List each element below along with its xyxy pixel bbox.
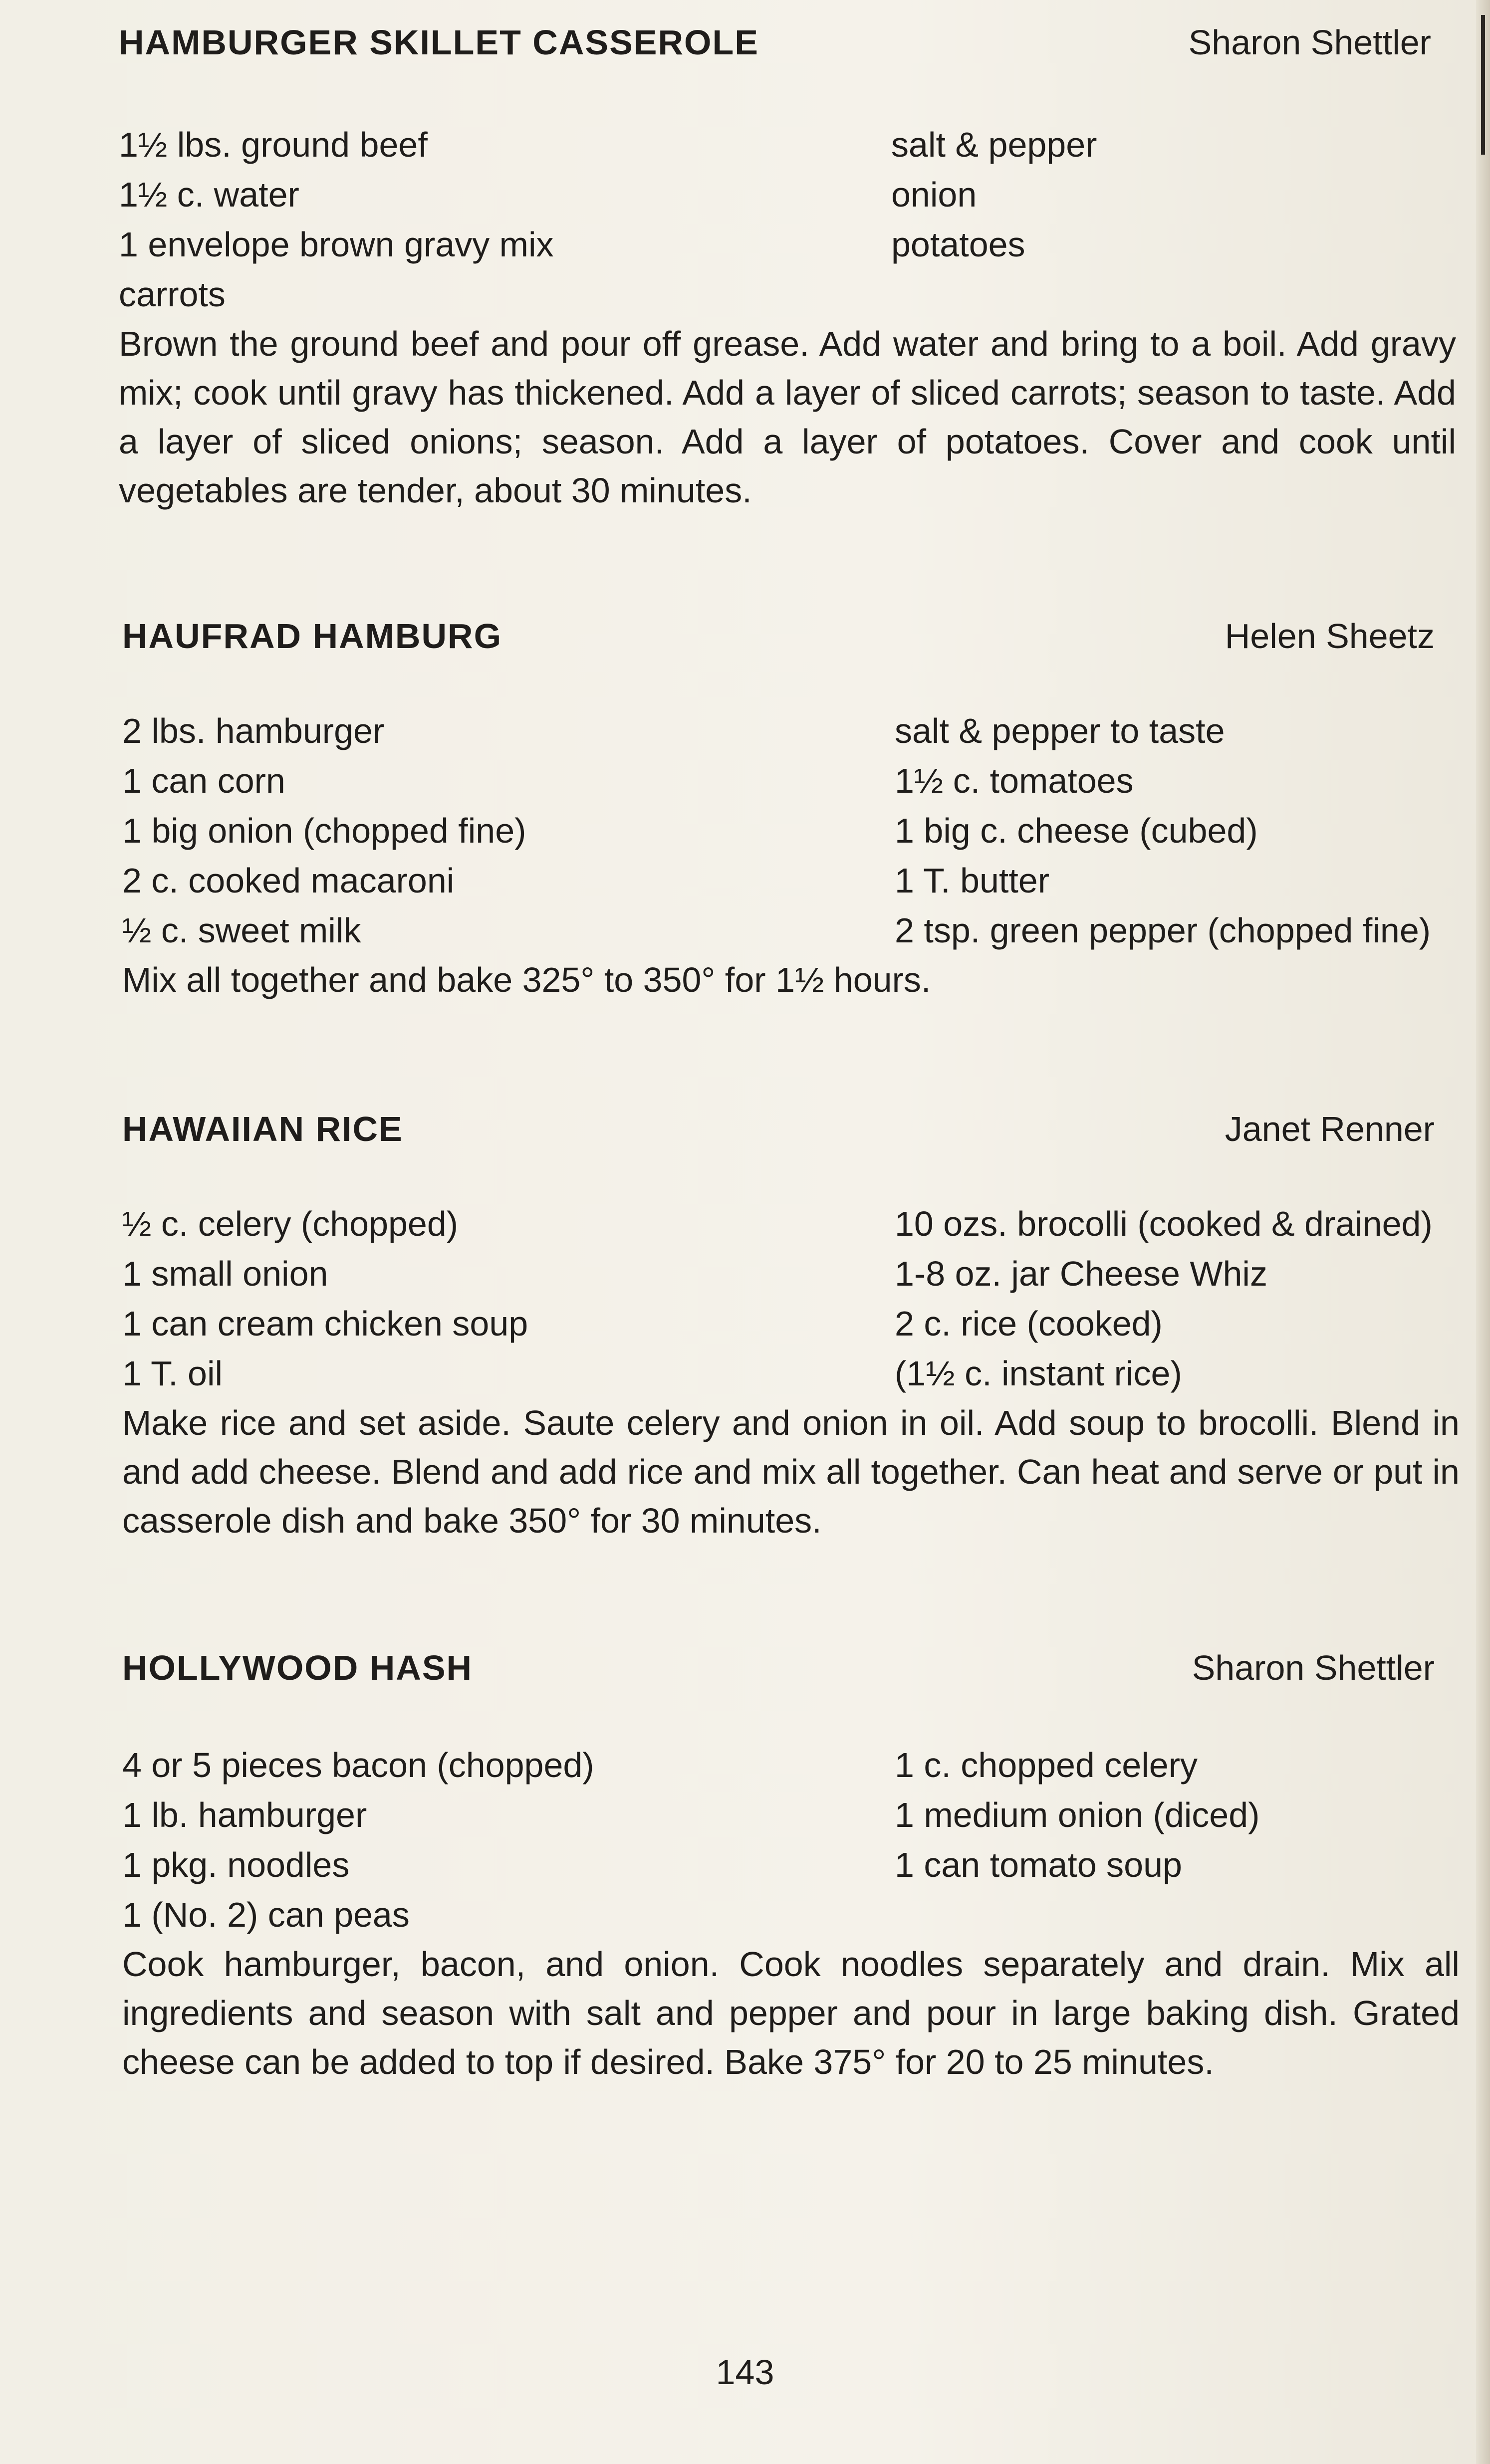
recipe-header bbox=[119, 17, 1466, 72]
ingredient: 1½ c. tomatoes bbox=[895, 761, 1134, 800]
recipe-header bbox=[122, 1643, 1470, 1698]
recipe-author: Helen Sheetz bbox=[1225, 617, 1435, 656]
page-edge bbox=[1476, 0, 1490, 2464]
ingredient: 1 can corn bbox=[122, 761, 285, 800]
ingredient: 2 c. cooked macaroni bbox=[122, 861, 455, 900]
ingredient: 1 small onion bbox=[122, 1254, 328, 1293]
recipe-haufrad-hamburg bbox=[122, 611, 1470, 1004]
ingredient: onion bbox=[891, 175, 977, 214]
ingredient: 1 lb. hamburger bbox=[122, 1795, 367, 1834]
ingredient: (1½ c. instant rice) bbox=[895, 1354, 1182, 1393]
recipe-hamburger-skillet-casserole bbox=[119, 17, 1466, 515]
ingredient-list bbox=[122, 706, 1470, 955]
ingredient: 1 big c. cheese (cubed) bbox=[895, 811, 1258, 850]
ingredient: 1½ c. water bbox=[119, 175, 299, 214]
ingredient: 2 c. rice (cooked) bbox=[895, 1304, 1163, 1343]
recipe-header bbox=[122, 611, 1470, 666]
recipe-directions: Brown the ground beef and pour off grease. Add water and bring to a boil. Add gravy mix; cook until gravy has thickened. Add a layer of sliced carrots; season to taste. Add a layer of sliced onions; season. Add a layer of potatoes. Cover and cook until vegetables are tender, about 30 minutes. bbox=[119, 324, 1456, 510]
ingredient-list bbox=[122, 1199, 1470, 1398]
recipe-directions: Cook hamburger, bacon, and onion. Cook noodles separately and drain. Mix all ingredients and season with salt and pepper and pour in large baking dish. Grated cheese can be added to top if desired. Bake 375° for 20 to 25 minutes. bbox=[122, 1945, 1460, 2081]
ingredient-column-right bbox=[895, 1740, 1259, 1890]
ingredient: 2 tsp. green pepper (chopped fine) bbox=[895, 911, 1431, 950]
recipe-directions: Make rice and set aside. Saute celery and onion in oil. Add soup to brocolli. Blend in and add cheese. Blend and add rice and mix all together. Can heat and serve or put in casserole dish and bake 350° for 30 minutes. bbox=[122, 1403, 1460, 1540]
recipe-header bbox=[122, 1104, 1470, 1159]
ingredient: 1 c. chopped celery bbox=[895, 1746, 1198, 1785]
binding-mark bbox=[1481, 15, 1485, 155]
ingredient: potatoes bbox=[891, 225, 1025, 264]
ingredient: 1 medium onion (diced) bbox=[895, 1795, 1260, 1834]
ingredient: 2 lbs. hamburger bbox=[122, 711, 385, 750]
ingredient-column-right bbox=[891, 120, 1097, 269]
ingredient-column-left bbox=[119, 120, 554, 269]
ingredient-list bbox=[119, 120, 1466, 269]
ingredient: 1 big onion (chopped fine) bbox=[122, 811, 526, 850]
ingredient: carrots bbox=[119, 275, 226, 314]
ingredient: salt & pepper bbox=[891, 125, 1097, 164]
ingredient-column-right bbox=[895, 1199, 1433, 1398]
ingredient: 1 can cream chicken soup bbox=[122, 1304, 528, 1343]
recipe-author: Sharon Shettler bbox=[1192, 1648, 1435, 1687]
recipe-title: HAUFRAD HAMBURG bbox=[122, 617, 502, 656]
ingredient: 1 envelope brown gravy mix bbox=[119, 225, 554, 264]
recipe-title: HOLLYWOOD HASH bbox=[122, 1648, 473, 1687]
recipe-directions: Mix all together and bake 325° to 350° for 1½ hours. bbox=[122, 960, 931, 999]
ingredient: salt & pepper to taste bbox=[895, 711, 1225, 750]
recipe-author: Sharon Shettler bbox=[1188, 23, 1431, 62]
ingredient: 1 can tomato soup bbox=[895, 1845, 1182, 1884]
ingredient-list bbox=[122, 1740, 1470, 1890]
recipe-author: Janet Renner bbox=[1225, 1110, 1435, 1148]
ingredient: ½ c. sweet milk bbox=[122, 911, 361, 950]
recipe-hollywood-hash bbox=[122, 1643, 1470, 2086]
ingredient-column-left bbox=[122, 706, 526, 955]
ingredient-column-left bbox=[122, 1740, 594, 1890]
recipe-title: HAMBURGER SKILLET CASSEROLE bbox=[119, 23, 759, 62]
ingredient: ½ c. celery (chopped) bbox=[122, 1204, 459, 1243]
ingredient: 10 ozs. brocolli (cooked & drained) bbox=[895, 1204, 1433, 1243]
ingredient-column-right bbox=[895, 706, 1431, 955]
ingredient: 1 pkg. noodles bbox=[122, 1845, 350, 1884]
ingredient: 4 or 5 pieces bacon (chopped) bbox=[122, 1746, 594, 1785]
ingredient: 1-8 oz. jar Cheese Whiz bbox=[895, 1254, 1267, 1293]
ingredient: 1 T. oil bbox=[122, 1354, 223, 1393]
recipe-title: HAWAIIAN RICE bbox=[122, 1110, 403, 1148]
page-number: 143 bbox=[716, 2353, 774, 2392]
ingredient-column-left bbox=[122, 1199, 528, 1398]
ingredient: 1½ lbs. ground beef bbox=[119, 125, 428, 164]
ingredient: 1 T. butter bbox=[895, 861, 1050, 900]
recipe-hawaiian-rice bbox=[122, 1104, 1470, 1545]
ingredient: 1 (No. 2) can peas bbox=[122, 1895, 410, 1934]
